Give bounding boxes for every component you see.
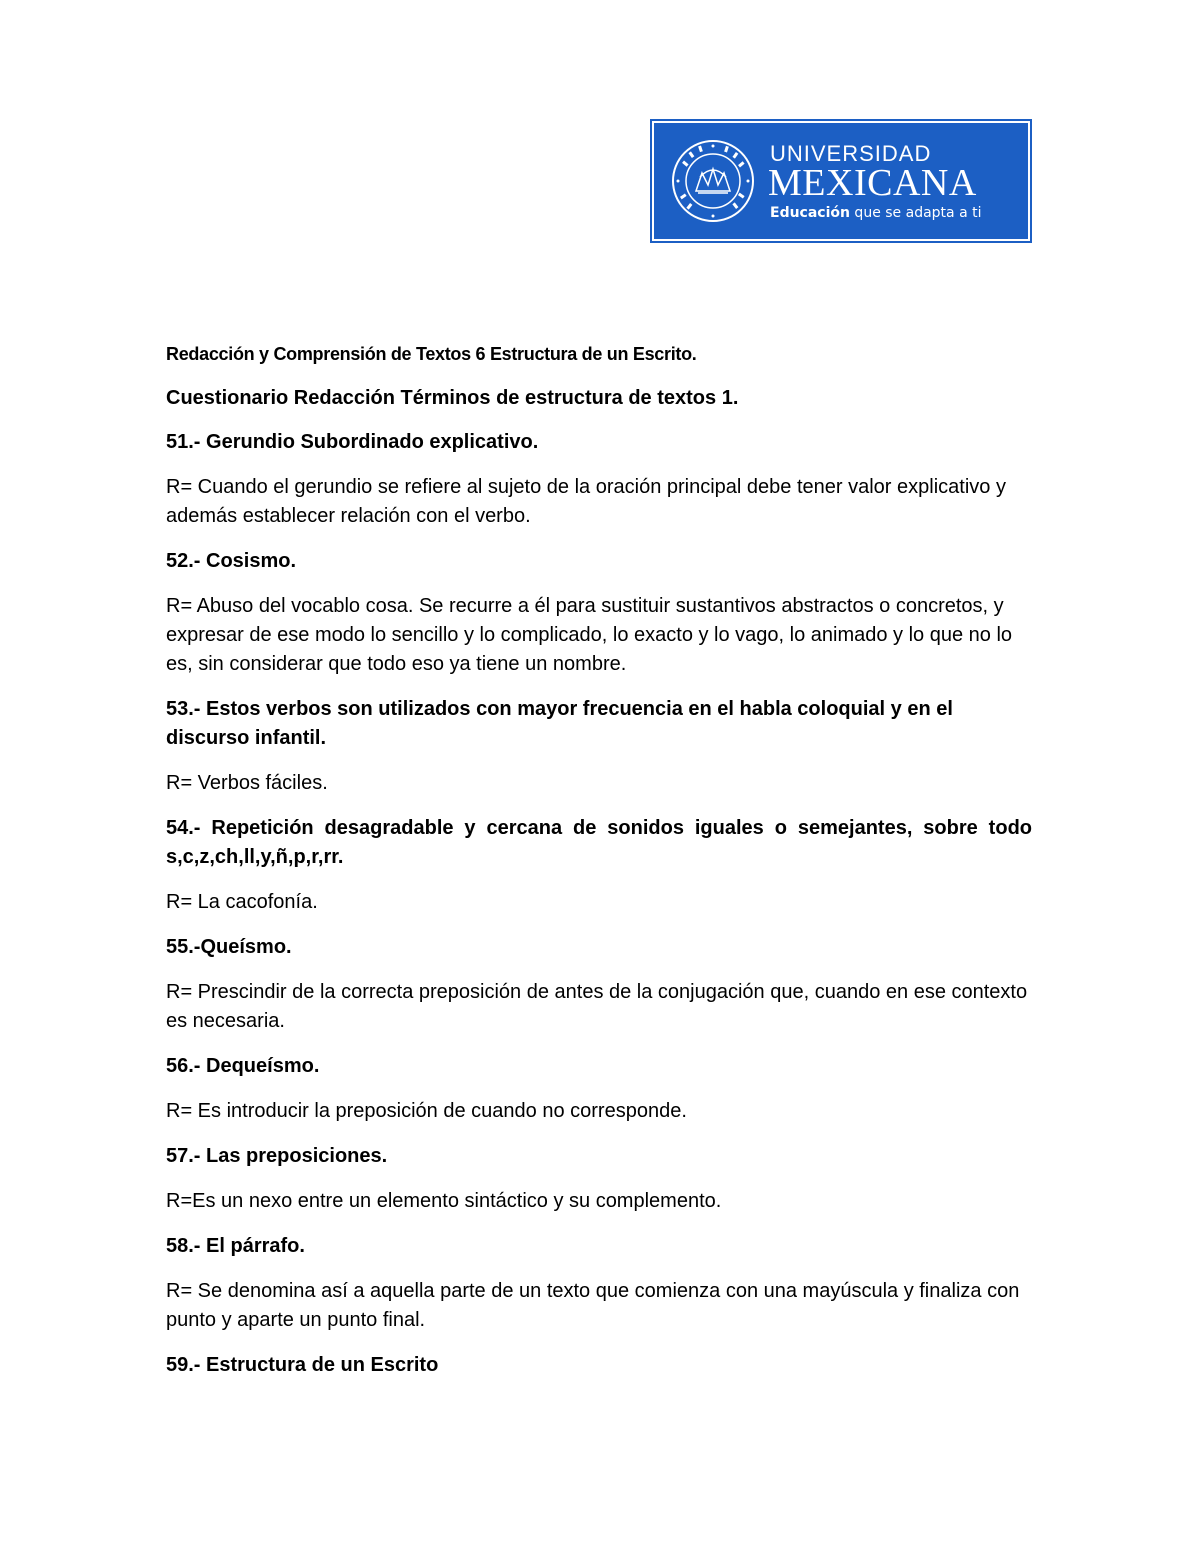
question-54: 54.- Repetición desagradable y cercana de sonidos iguales o semejantes, sobre todo s,c,z,ch,ll,y,ñ,p,r,rr. [166, 817, 1032, 868]
document-title: Redacción y Comprensión de Textos 6 Estructura de un Escrito. [166, 344, 697, 364]
logo-tagline [770, 205, 981, 221]
university-logo [652, 121, 1030, 241]
answer-57: R=Es un nexo entre un elemento sintáctico y su complemento. [166, 1190, 722, 1212]
answer-58: R= Se denomina así a aquella parte de un texto que comienza con una mayúscula y finaliza con punto y aparte un punto final. [166, 1280, 1020, 1331]
question-51: 51.- Gerundio Subordinado explicativo. [166, 431, 539, 453]
answer-56: R= Es introducir la preposición de cuando no corresponde. [166, 1100, 687, 1122]
question-59: 59.- Estructura de un Escrito [166, 1354, 439, 1376]
logo-text-mexicana: MEXICANA [768, 162, 977, 204]
answer-54: R= La cacofonía. [166, 891, 318, 913]
document-body [166, 344, 1032, 1396]
question-53: 53.- Estos verbos son utilizados con mayor frecuencia en el habla coloquial y en el discurso infantil. [166, 698, 953, 749]
answer-51: R= Cuando el gerundio se refiere al sujeto de la oración principal debe tener valor explicativo y además establecer relación con el verbo. [166, 476, 1006, 527]
question-55: 55.-Queísmo. [166, 936, 292, 958]
question-58: 58.- El párrafo. [166, 1235, 305, 1257]
question-52: 52.- Cosismo. [166, 550, 297, 572]
question-56: 56.- Dequeísmo. [166, 1055, 320, 1077]
document-subtitle: Cuestionario Redacción Términos de estructura de textos 1. [166, 387, 739, 409]
question-57: 57.- Las preposiciones. [166, 1145, 388, 1167]
university-seal-icon [668, 133, 758, 229]
answer-55: R= Prescindir de la correcta preposición de antes de la conjugación que, cuando en ese contexto es necesaria. [166, 981, 1028, 1032]
answer-53: R= Verbos fáciles. [166, 772, 328, 794]
logo-text-universidad: UNIVERSIDAD [770, 141, 932, 166]
answer-52: R= Abuso del vocablo cosa. Se recurre a él para sustituir sustantivos abstractos o concretos, y expresar de ese modo lo sencillo y lo complicado, lo exacto y lo vago, lo animado y lo que no lo es, sin considerar que todo eso ya tiene un nombre. [166, 595, 1013, 675]
logo-tagline-bold: Educación [770, 205, 850, 221]
logo-tagline-rest: que se adapta a ti [849, 205, 982, 221]
